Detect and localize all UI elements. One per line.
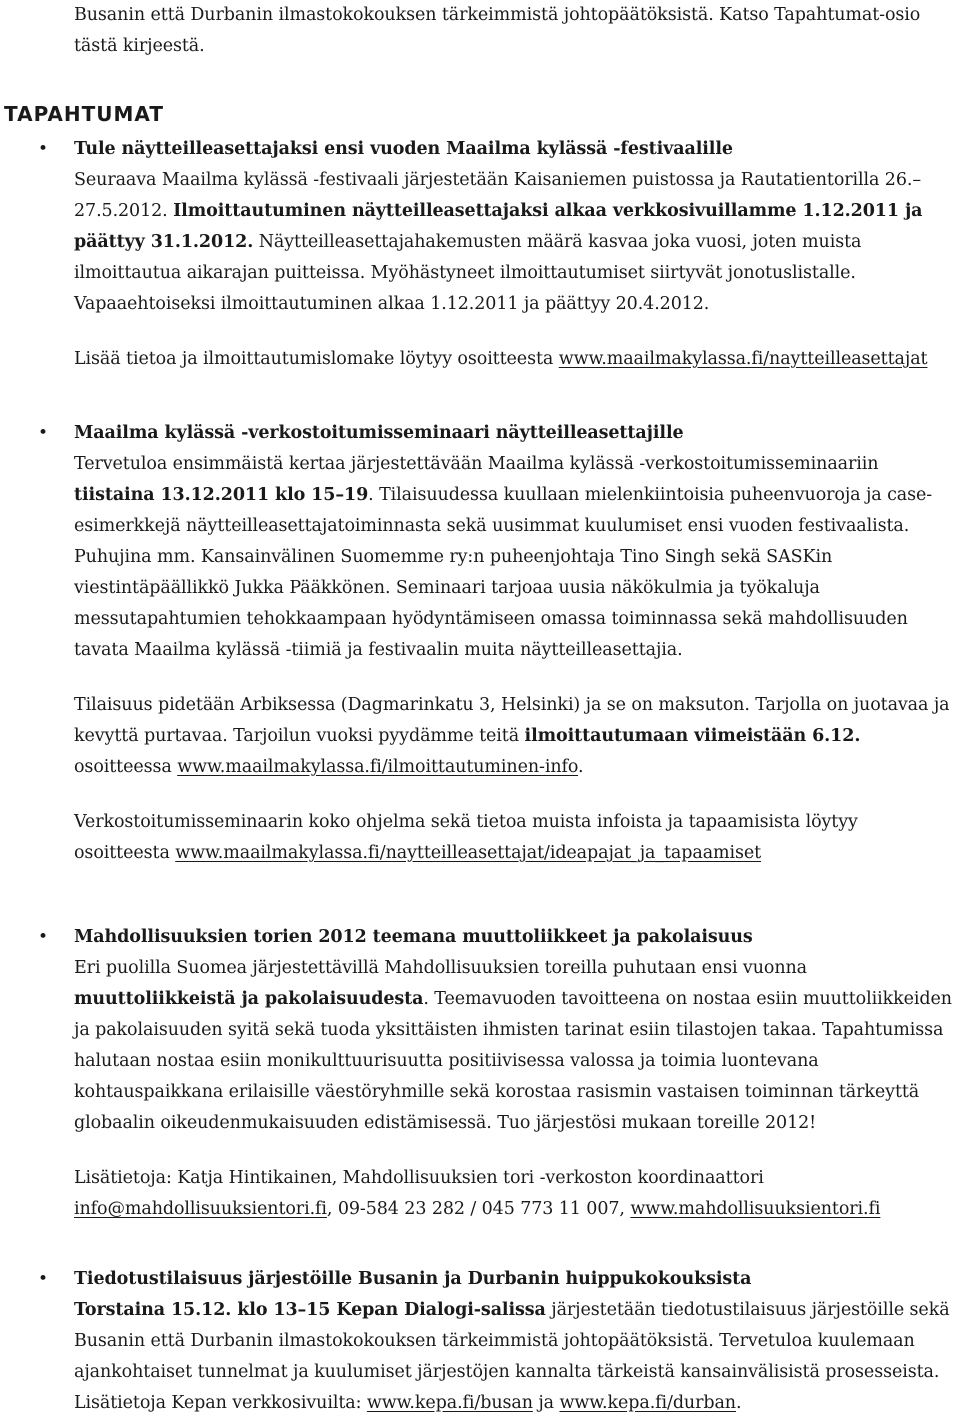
event-description bbox=[74, 953, 958, 1139]
briefing-date: Torstaina 15.12. klo 13–15 Kepan Dialogi-salissa bbox=[74, 1300, 546, 1320]
event-item-seminar bbox=[38, 418, 958, 869]
event-description bbox=[74, 165, 958, 320]
section-heading: TAPAHTUMAT bbox=[4, 102, 164, 126]
durban-link[interactable]: www.kepa.fi/durban bbox=[559, 1393, 736, 1413]
text-span: ja bbox=[532, 1393, 560, 1413]
intro-paragraph: Busanin että Durbanin ilmastokokouksen tärkeimmistä johtopäätöksistä. Katso Tapahtumat-osio tästä kirjeestä. bbox=[74, 5, 921, 56]
busan-link[interactable]: www.kepa.fi/busan bbox=[366, 1393, 533, 1413]
event-title: Tiedotustilaisuus järjestöille Busanin ja Durbanin huippukokouksista bbox=[74, 1269, 752, 1289]
bullet-icon: • bbox=[38, 1269, 48, 1289]
event-item-festival bbox=[38, 134, 958, 375]
seminar-date: tiistaina 13.12.2011 klo 15–19 bbox=[74, 485, 369, 505]
more-info bbox=[74, 344, 958, 375]
event-title: Mahdollisuuksien torien 2012 teemana muuttoliikkeet ja pakolaisuus bbox=[74, 927, 753, 947]
text-span: , 09-584 23 282 / 045 773 11 007, bbox=[326, 1199, 631, 1219]
text-span: Lisää tietoa ja ilmoittautumislomake löytyy osoitteesta bbox=[74, 349, 559, 369]
event-title: Maailma kylässä -verkostoitumisseminaari näytteilleasettajille bbox=[74, 423, 684, 443]
registration-deadline: ilmoittautumaan viimeistään 6.12. bbox=[524, 726, 861, 746]
event-description bbox=[74, 449, 958, 666]
event-title: Tule näytteilleasettajaksi ensi vuoden Maailma kylässä -festivaalille bbox=[74, 139, 733, 159]
registration-link[interactable]: www.maailmakylassa.fi/ilmoittautuminen-info bbox=[177, 757, 579, 777]
text-span: Seuraava Maailma kylässä -festivaali järjestetään Kaisaniemen puistossa ja Rautatientorilla 26.–27.5.2012. bbox=[74, 170, 921, 221]
text-span: . bbox=[735, 1393, 742, 1413]
bullet-icon: • bbox=[38, 423, 48, 443]
contact-info bbox=[74, 1163, 958, 1225]
text-span: Tervetuloa ensimmäistä kertaa järjestettävään Maailma kylässä -verkostoitumisseminaariin bbox=[74, 454, 879, 474]
theme-highlight: muuttoliikkeistä ja pakolaisuudesta bbox=[74, 989, 424, 1009]
website-link[interactable]: www.mahdollisuuksientori.fi bbox=[630, 1199, 881, 1219]
registration-dates: Ilmoittautuminen näytteilleasettajaksi alkaa verkkosivuillamme 1.12.2011 ja päättyy 31.1.2012. bbox=[74, 201, 923, 252]
event-item-market bbox=[38, 922, 958, 1225]
bullet-icon: • bbox=[38, 139, 48, 159]
exhibitors-link[interactable]: www.maailmakylassa.fi/naytteilleasettajat bbox=[558, 349, 928, 369]
text-span: järjestetään tiedotustilaisuus järjestöille sekä Busanin että Durbanin ilmastokokouksen tärkeimmistä johtopäätöksistä. Tervetuloa kuulemaan ajankohtaiset tunnelmat ja kuulumiset järjestöjen kannalta tärkeistä kansainvälisistä prosesseista. Lisätietoja Kepan verkkosivuilta: bbox=[74, 1300, 950, 1413]
venue-info bbox=[74, 690, 958, 783]
workshops-link[interactable]: www.maailmakylassa.fi/naytteilleasettajat/ideapajat_ja_tapaamiset bbox=[175, 843, 762, 863]
text-span: . bbox=[578, 757, 584, 777]
text-span: Lisätietoja: Katja Hintikainen, Mahdollisuuksien tori -verkoston koordinaattori bbox=[74, 1168, 764, 1188]
program-info bbox=[74, 807, 958, 869]
text-span: Näytteilleasettajahakemusten määrä kasvaa joka vuosi, joten muista ilmoittautua aikarajan puitteissa. Myöhästyneet ilmoittautumiset siirtyvät jonotuslistalle. Vapaaehtoiseksi ilmoittautuminen alkaa 1.12.2011 ja päättyy 20.4.2012. bbox=[74, 232, 862, 314]
text-span: Verkostoitumisseminaarin koko ohjelma sekä tietoa muista infoista ja tapaamisista löytyy osoitteesta bbox=[74, 812, 858, 863]
bullet-icon: • bbox=[38, 927, 48, 947]
email-link[interactable]: info@mahdollisuuksientori.fi bbox=[74, 1199, 327, 1219]
text-span: Eri puolilla Suomea järjestettävillä Mahdollisuuksien toreilla puhutaan ensi vuonna bbox=[74, 958, 807, 978]
text-span: . Teemavuoden tavoitteena on nostaa esiin muuttoliikkeiden ja pakolaisuuden syitä sekä tuoda yksittäisten ihmisten tarinat esiin tilastojen takaa. Tapahtumissa halutaan nostaa esiin monikulttuurisuutta positiivisessa valossa ja toimia luontevana kohtauspaikkana erilaisille väestöryhmille sekä korostaa rasismin vastaisen toiminnan tärkeyttä globaalin oikeudenmukaisuuden edistämisessä. Tuo järjestösi mukaan toreille 2012! bbox=[74, 989, 952, 1133]
text-span: . Tilaisuudessa kuullaan mielenkiintoisia puheenvuoroja ja case-esimerkkejä näytteilleasettajatoiminnasta sekä uusimmat kuulumiset ensi vuoden festivaalista. Puhujina mm. Kansainvälinen Suomemme ry:n puheenjohtaja Tino Singh sekä SASKin viestintäpäällikkö Jukka Pääkkönen. Seminaari tarjoaa uusia näkökulmia ja työkaluja messutapahtumien tehokkaampaan hyödyntämiseen omassa toiminnassa sekä mahdollisuuden tavata Maailma kylässä -tiimiä ja festivaalin muita näytteilleasettajia. bbox=[74, 485, 933, 660]
event-description bbox=[74, 1295, 958, 1419]
event-item-briefing bbox=[38, 1264, 958, 1419]
text-span: osoitteessa bbox=[74, 757, 178, 777]
text-span: Tilaisuus pidetään Arbiksessa (Dagmarinkatu 3, Helsinki) ja se on maksuton. Tarjolla on juotavaa ja kevyttä purtavaa. Tarjoilun vuoksi pyydämme teitä bbox=[74, 695, 950, 746]
